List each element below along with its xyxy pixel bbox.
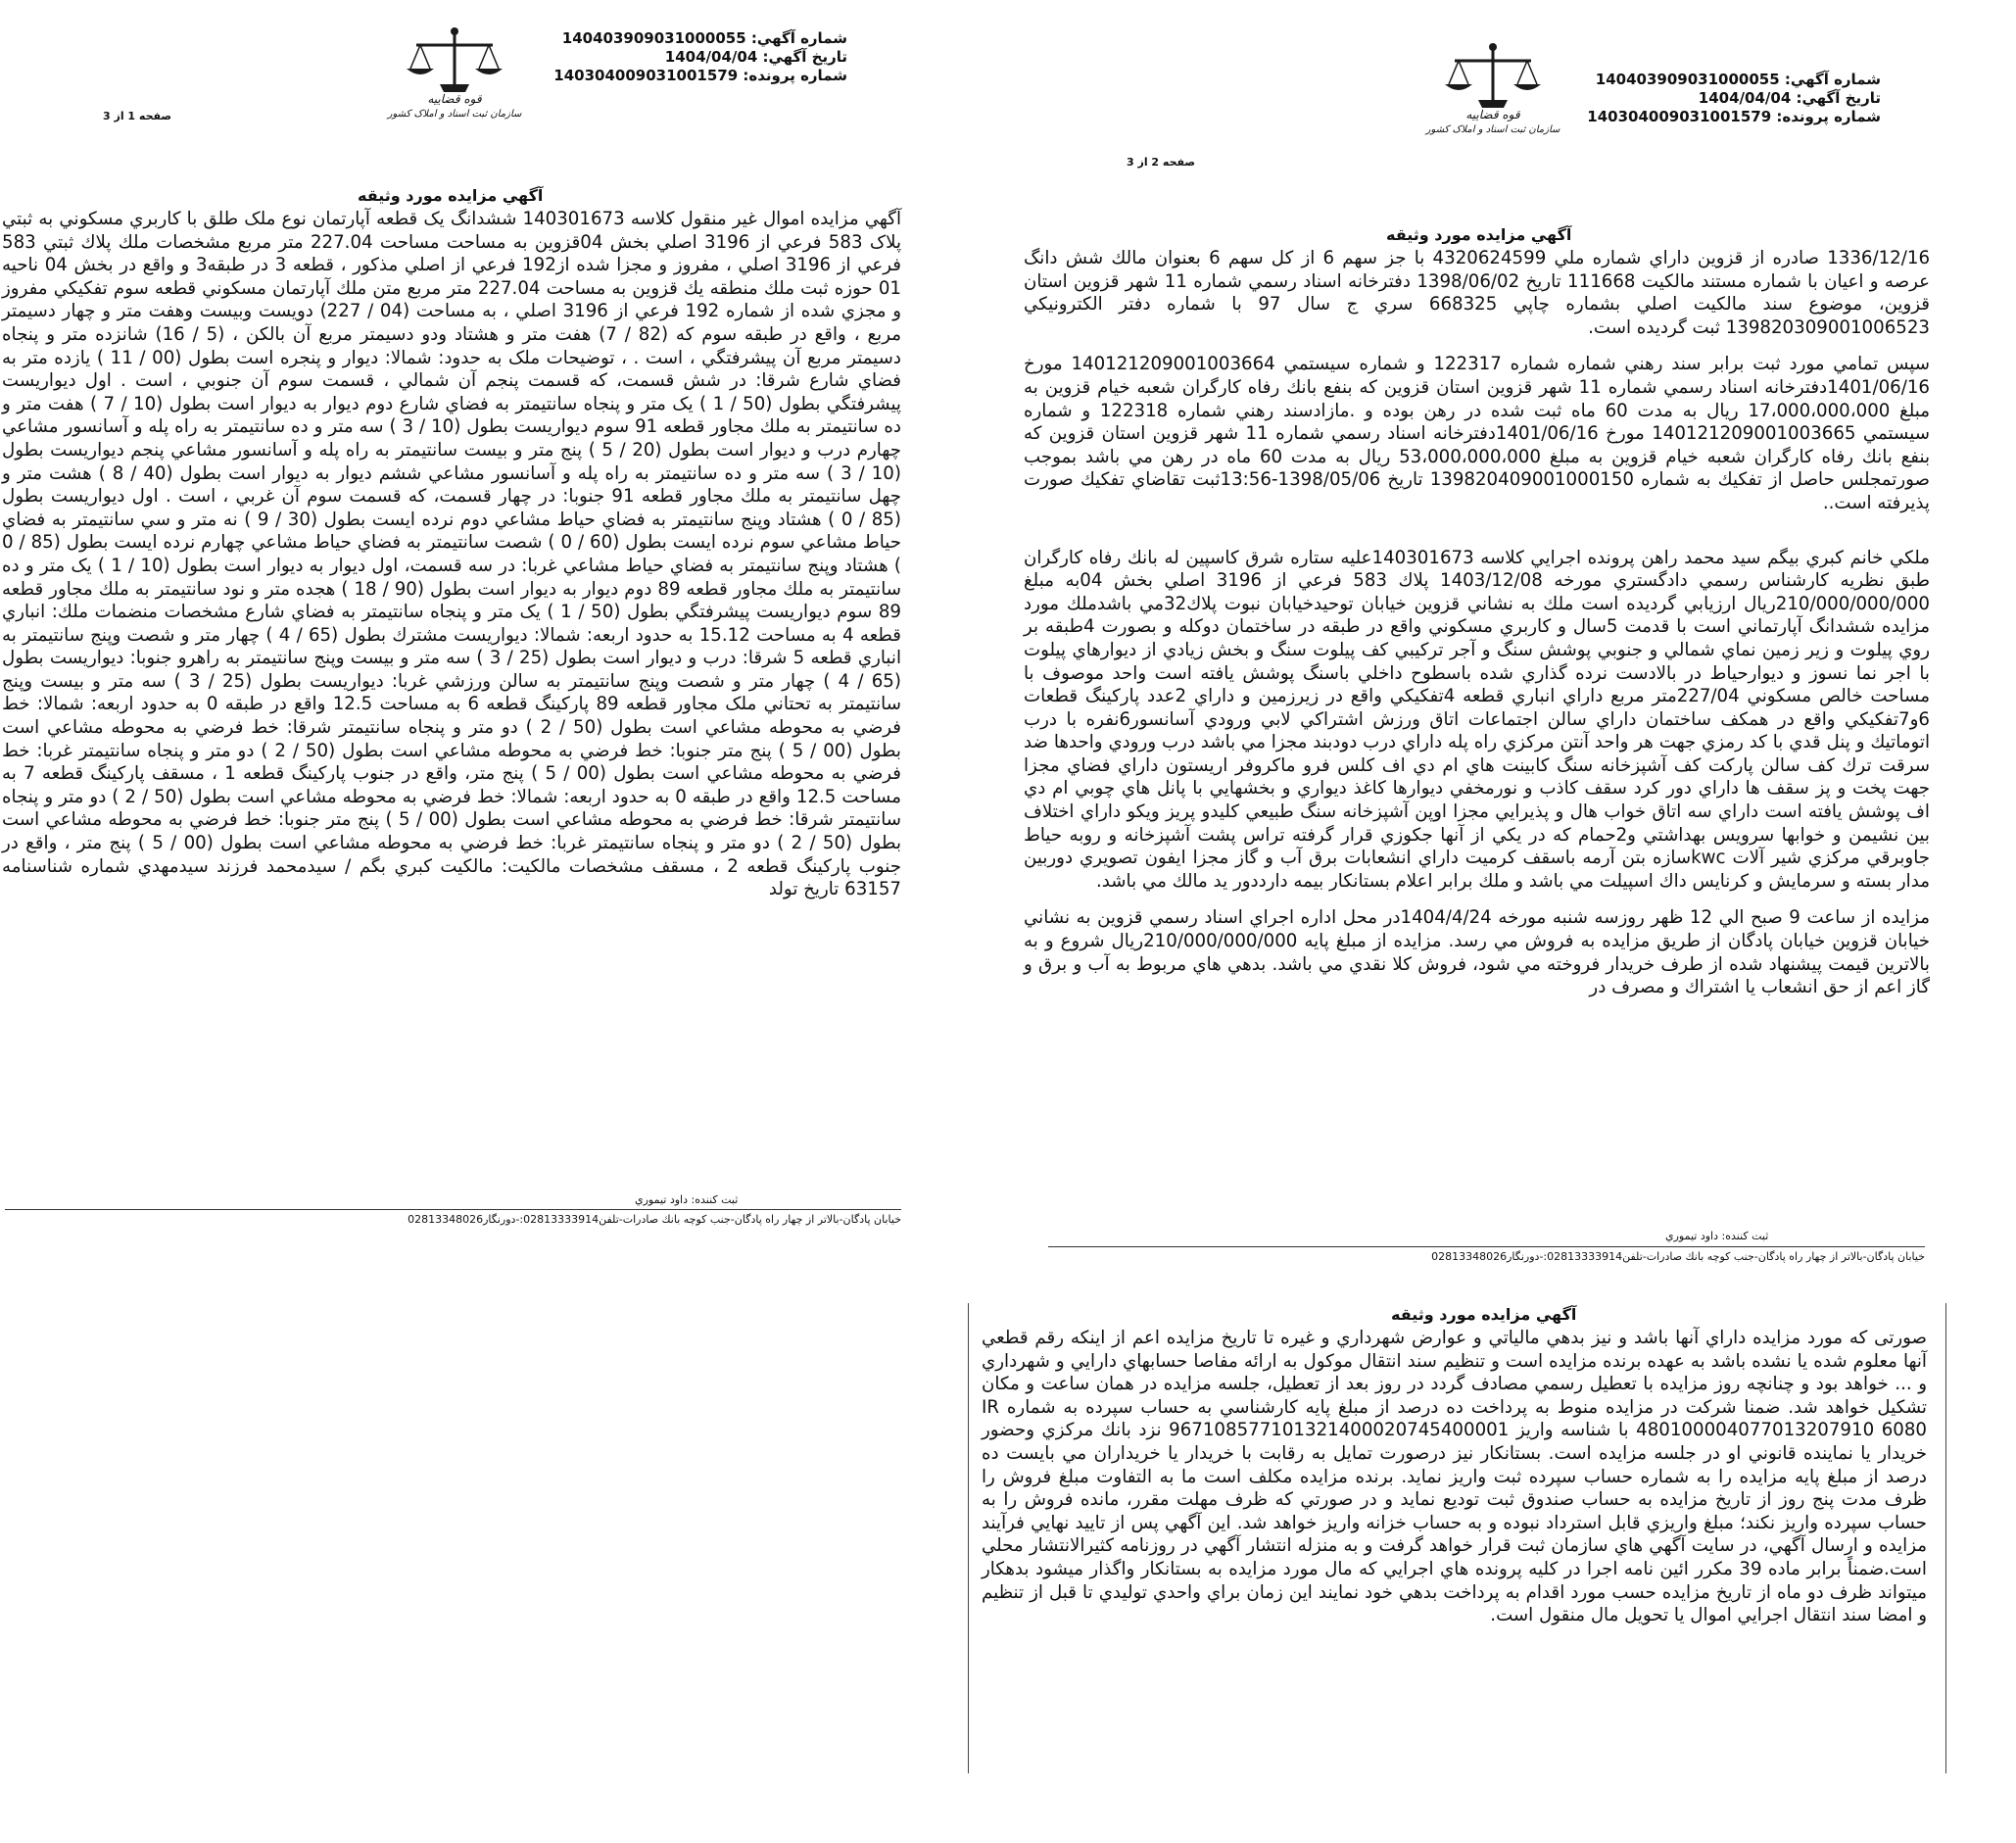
body-left — [2, 208, 901, 901]
file-number: 140304009031001579 — [553, 67, 739, 84]
emblem-caption-top: قوه قضاییه — [427, 92, 482, 106]
footer-divider — [5, 1209, 901, 1210]
paragraph: مزايده از ساعت 9 صبح الي 12 ظهر روزسه شنبه مورخه 1404/4/24در محل اداره اجراي اسناد رسمي قزوين به نشاني خيابان قزوين خيابان پادگان از طريق مزايده به فروش مي رسد. مزايده از مبلغ پايه 210/000/000/000ريال شروع و به بالاترين قيمت پيشنهاد شده از طرف خريدار فروخته مي شود، فروش كلا نقدي مي باشد. بدهي هاي مربوط به آب و برق و گاز اعم از حق انشعاب يا اشتراك و مصرف در — [1024, 907, 1930, 998]
signer-left: ثبت كننده: داود تيموري — [635, 1193, 739, 1206]
body-right — [1024, 247, 1930, 999]
paragraph: آگهي مزايده اموال غير منقول كلاسه 140301673 ششدانگ يک قطعه آپارتمان نوع ملک طلق با كاربري مسكوني به ثبتي پلاک 583 فرعي از 3196 اصلي بخش 04قزوين به مساحت مساحت 227.04 متر مربع مشخصات ملك پلاك ثبتي 583 فرعي از 3196 اصلي ، مفروز و مجزا شده از192 فرعي از اصلي مذكور ، قطعه 3 در طبقه3 و واقع در بخش 04 ناحيه 01 حوزه ثبت ملك منطقه يك قزوين به مساحت 227.04 متر مربع متن ملك آپارتمان مسكوني قطعه سوم تفكيكي مفروز و مجزي شده از شماره 192 فرعي از 3196 اصلي ، به مساحت (04 / 227) دويست وبيست وهفت متر و چهار دسيمتر مربع ، واقع در طبقه سوم كه (82 / 7) هفت متر و هشتاد ودو دسيمتر مربع آن بالكن ، (5 / 16) شانزده متر و پنجاه دسيمتر مربع آن پيشرفتگي ، است . ، توضيحات ملک به حدود: شمالا: ديوار و پنجره است بطول (00 / 11 ) يازده متر به فضاي شارع شرقا: در شش قسمت، كه قسمت پنجم آن شمالي ، قسمت سوم آن جنوبي ، است . اول ديواريست پيشرفتگي بطول (50 / 1 ) يک متر و پنجاه سانتيمتر به فضاي شارع دوم ديوار به ديوار است بطول (10 / 7 ) هفت متر و ده سانتيمتر به ملك مجاور قطعه 91 سوم ديواريست بطول (10 / 3 ) سه متر و ده سانتيمتر به راه پله و آسانسور مشاعي چهارم درب و ديوار است بطول (20 / 5 ) پنج متر و بيست سانتيمتر به راه پله و آسانسور مشاعي پنجم ديواريست بطول (10 / 3 ) سه متر و ده سانتيمتر به راه پله و آسانسور مشاعي ششم ديوار به ديوار است بطول (40 / 8 ) هشت متر و چهل سانتيمتر به ملك مجاور قطعه 91 جنوبا: در چهار قسمت، كه قسمت سوم آن غربي ، است . اول ديواريست بطول (85 / 0 ) هشتاد وپنج سانتيمتر به فضاي حياط مشاعي دوم نرده ايست بطول (30 / 9 ) نه متر و سي سانتيمتر به فضاي حياط مشاعي سوم نرده ايست بطول (60 / 0 ) شصت سانتيمتر به فضاي حياط مشاعي چهارم نرده ايست بطول (85 / 0 ) هشتاد وپنج سانتيمتر به فضاي حياط مشاعي غربا: در سه قسمت، اول ديوار به ديوار است بطول (10 / 1 ) يک متر و ده سانتيمتر به ملك مجاور قطعه 89 دوم ديوار به ديوار است بطول (90 / 18 ) هجده متر و نود سانتيمتر به ملك مجاور قطعه 89 سوم ديواريست پيشرفتگي بطول (50 / 1 ) يک متر و پنجاه سانتيمتر به فضاي شارع مشخصات منضمات ملك: انباري قطعه 4 به مساحت 15.12 به حدود اربعه: شمالا: ديواريست مشترك بطول (65 / 4 ) چهار متر و شصت وپنج سانتيمتر به انباري قطعه 5 شرقا: درب و ديوار است بطول (25 / 3 ) سه متر و بيست وپنج سانتيمتر به راهرو جنوبا: ديواريست بطول (65 / 4 ) چهار متر و شصت وپنج سانتيمتر به سالن ورزشي غربا: ديواريست بطول (25 / 3 ) سه متر و بيست وپنج سانتيمتر به تحتاني ملک مجاور قطعه 89 پاركينگ قطعه 6 به مساحت 12.5 واقع در طبقه 0 به حدود اربعه: شمالا: خط فرضي به محوطه مشاعي است بطول (50 / 2 ) دو متر و پنجاه سانتيمتر شرقا: خط فرضي به محوطه مشاعي است بطول (00 / 5 ) پنج متر جنوبا: خط فرضي به محوطه مشاعي است بطول (50 / 2 ) دو متر و پنجاه سانتيمتر غربا: خط فرضي به محوطه مشاعي است بطول (00 / 5 ) پنج متر، واقع در جنوب پاركينگ قطعه 1 ، مسقف پاركينگ قطعه 7 به مساحت 12.5 واقع در طبقه 0 به حدود اربعه: شمالا: خط فرضي به محوطه مشاعي است بطول (50 / 2 ) دو متر و پنجاه سانتيمتر شرقا: خط فرضي به محوطه مشاعي است بطول (00 / 5 ) پنج متر جنوبا: خط فرضي به محوطه مشاعي است بطول (50 / 2 ) دو متر و پنجاه سانتيمتر غربا: خط فرضي به محوطه مشاعي است بطول (00 / 5 ) پنج متر ، واقع در جنوب پاركينگ قطعه 2 ، مسقف مشخصات مالكيت: مالكيت كبري بگم / سيدمحمد فرزند سيدمهدي شماره شناسنامه 63157 تاريخ تولد — [2, 209, 902, 900]
page-number-right: صفحه 2 از 3 — [1127, 156, 1196, 169]
file-number: 140304009031001579 — [1587, 108, 1772, 125]
paragraph: ملكي خانم كبري بيگم سيد محمد راهن پرونده اجرايي كلاسه 140301673عليه ستاره شرق كاسپين له بانك رفاه كارگران طبق نظريه كارشناس رسمي دادگستري مورخه 1403/12/08 پلاك 583 فرعي از 3196 اصلي بخش 04به مبلغ 210/000/000/000ريال ارزيابي گرديده است ملك به نشاني قزوين خيابان توحيدخيابان نبوت پلاك32مي باشدملك مورد مزايده ششدانگ آپارتماني است با قدمت 5سال و كاربري مسكوني واقع در طبقه در ساختمان دوكله و بصورت 4طبقه بر روي پيلوت و زير زمين نماي شمالي و جنوبي پوشش سنگ و آجر تركيبي كف پيلوت سنگ و بخش زيادي از ديوارهاي پيلوت با اجر نما نسوز و ديوارحياط در بالادست نرده گذاري شده باسطوح داخلي باسنگ پوشش يافته است واحد موصوف با مساحت خالص مسكوني 227/04متر مربع داراي انباري قطعه 4تفكيكي واقع در زيرزمين و داراي 2عدد پاركينگ قطعات 6و7تفكيكي واقع در همكف ساختمان داراي سالن اجتماعات اتاق ورزش اشتراكي لابي ورودي آسانسور6نفره با درب اتوماتيك و پنل قدي با كد رمزي جهت هر واحد آنتن مركزي راه پله داراي درب دودبند مجزا مي باشد درب ورودي واحدها ضد سرقت ترك كف سالن پاركت كف آشپزخانه سنگ كابينت هاي ام دي اف كلس فرو ماكروفر اريستون داراي فضاي مجزا جهت پخت و پز سقف ها داراي دور كرد سقف كاذب و نورمخفي ديوارها كاغذ ديواري و بخشهايي با پانل هاي چوبي ام دي اف پوشش يافته است داراي سه اتاق خواب هال و پذيرايي مجزا اوپن آشپزخانه سنگ طبيعي كليدو پريز ويكو داراي اختلاف بين نشيمن و خوابها سرويس بهداشتي و2حمام كه در يكي از آنها جكوزي قرار گرفته تراس پشت آشپزخانه و روبه حياط جاوبرقي مركزي شير آلات kwcسازه بتن آرمه باسقف كرميت داراي انشعابات برق آب و گاز مجزا ايفون تصويري دوربين مدار بسته و سرمايش و كرنايس داك اسپيلت مي باشد و ملك برابر اعلام بستانكار بيمه دارددور يد مالك مي باشد. — [1024, 547, 1931, 892]
file-number-row: شماره پرونده: 140304009031001579 — [553, 67, 847, 84]
ad-number-row: شماره آگهي: 140403909031000055 — [1595, 71, 1881, 88]
ad-number-row: شماره آگهي: 140403909031000055 — [561, 29, 847, 47]
page-title-right: آگهي مزايده مورد وثيقه — [1386, 225, 1572, 244]
page-border — [1945, 1303, 1946, 1773]
ad-number: 140403909031000055 — [561, 29, 746, 47]
emblem-caption-bottom: سازمان ثبت اسناد و املاک کشور — [387, 109, 522, 120]
emblem-caption-bottom: سازمان ثبت اسناد و املاک کشور — [1425, 124, 1560, 135]
signer-name: داود تيموري — [635, 1193, 689, 1206]
header-right — [1567, 71, 1881, 126]
emblem-right — [1425, 39, 1560, 141]
ad-number: 140403909031000055 — [1595, 71, 1780, 88]
footer-divider — [1048, 1246, 1925, 1247]
page-border — [968, 1303, 969, 1773]
footer-left: خيابان پادگان-بالاتر از چهار راه پادگان-جنب كوچه بانك صادرات-تلفن02813333914:-دورنگار02813348026 — [408, 1213, 901, 1226]
ad-date: 1404/04/04 — [1698, 89, 1792, 107]
page-title-bottom: آگهي مزايده مورد وثيقه — [1391, 1305, 1577, 1324]
paragraph: صورتی که مورد مزايده داراي آنها باشد و نيز بدهي مالياتي و عوارض شهرداري و غيره تا تاريخ مزايده اعم از اينكه رقم قطعي آنها معلوم شده يا نشده باشد به عهده برنده مزايده است و تنظيم سند انتقال موكول به ارائه مفاصا حسابهاي دارايي و شهرداري و ... خواهد بود و چنانچه روز مزايده با تعطيل رسمي مصادف گردد در روز بعد از تعطيل، جلسه مزايده در همان ساعت و مكان تشكيل خواهد شد. ضمنا شركت در مزايده منوط به پرداخت ده درصد از مبلغ پايه كارشناسي به حساب سپرده به شماره IR 480100004077013207910 6080 با شناسه واريز 967108577101321400020745400001 نزد بانك مركزي وحضور خريدار يا نماينده قانوني او در جلسه مزايده است. بستانكار نيز درصورت تمايل به رقابت با خريدار يا خريداران مي بايست ده درصد از مبلغ پايه مزايده را به شماره حساب سپرده ثبت واريز نمايد. برنده مزايده مكلف است ما به التفاوت مبلغ فروش را ظرف مدت پنج روز از تاريخ مزايده به حساب صندوق ثبت توديع نمايد و در صورتي كه ظرف مهلت مقرر، مانده فروش را به حساب سپرده واريز نكند؛ مبلغ واريزي قابل استرداد نبوده و به حساب خزانه واريز خواهد شد. اين آگهي پس از تاييد نهايي فرآيند مزايده و ارسال آگهي، در سايت آگهي هاي سازمان ثبت قرار خواهد گرفت و به منزله انتشار آگهي در روزنامه كثيرالانتشار محلي است.ضمناً برابر ماده 39 مكرر ائين نامه اجرا در كليه پرونده هاي اجرايي كه مال مورد مزايده به بستانكار واگذار ميشود بدهكار ميتواند ظرف دو ماه از تاريخ مزايده حسب مورد اقدام به پرداخت بدهي خود نمايند اين زمان براي واحدي توليدي تا قبل از تنظيم و امضا سند انتقال اجرايي اموال يا تحويل مال منقول است. — [982, 1328, 1927, 1626]
paragraph: 1336/12/16 صادره از قزوين داراي شماره ملي 4320624599 با جز سهم 6 از كل سهم 6 بعنوان مالك شش دانگ عرصه و اعيان با شماره مستند مالكيت 111668 تاريخ 1398/06/02 دفترخانه اسناد رسمي شماره 11 شهر قزوين استان قزوين، موضوع سند مالكيت اصلي بشماره چاپي 668325 سري ج سال 97 با شماره دفتر الكترونيكي 139820309001006523 ثبت گرديده است. — [1024, 248, 1931, 338]
footer-right: خيابان پادگان-بالاتر از چهار راه پادگان-جنب كوچه بانك صادرات-تلفن02813333914:-دورنگار02813348026 — [1431, 1250, 1925, 1263]
emblem-left — [387, 24, 522, 125]
ad-date: 1404/04/04 — [664, 48, 758, 66]
signer-name: داود تيموري — [1665, 1230, 1719, 1242]
header-left — [534, 29, 847, 85]
file-number-row: شماره پرونده: 140304009031001579 — [1587, 108, 1881, 125]
paragraph: سپس تمامي مورد ثبت برابر سند رهني شماره شماره 122317 و شماره سيستمي 140121209001003664 مورخ 1401/06/16دفترخانه اسناد رسمي شماره 11 شهر قزوين استان قزوين كه بنفع بانك رفاه كارگران شعبه خيام قزوين به مبلغ 17،000،000،000 ريال به مدت 60 ماه ثبت شده در رهن بوده و .مازادسند رهني شماره 122318 و شماره سيستمي 140121209001003665 مورخ 1401/06/16دفترخانه اسناد رسمي شماره 11 شهر قزوين استان قزوين كه بنفع بانك رفاه كارگران شعبه خيام قزوين به مبلغ 53،000،000،000 ريال به مدت 60 ماه در رهن مي باشد بموجب صورتمجلس حاصل از تفكيك به شماره 139820409001000150 تاريخ 1398/05/06-13:56ثبت تقاضاي تفكيك صورت پذيرفته است.. — [1024, 354, 1931, 513]
body-bottom — [982, 1327, 1927, 1627]
page-number-left: صفحه 1 از 3 — [103, 110, 172, 122]
page-title-left: آگهي مزايده مورد وثيقه — [358, 186, 544, 205]
ad-date-row: تاريخ آگهي: 1404/04/04 — [1698, 89, 1881, 107]
ad-date-row: تاريخ آگهي: 1404/04/04 — [664, 48, 847, 66]
signer-right: ثبت كننده: داود تيموري — [1665, 1230, 1769, 1242]
emblem-caption-top: قوه قضاییه — [1465, 108, 1520, 121]
